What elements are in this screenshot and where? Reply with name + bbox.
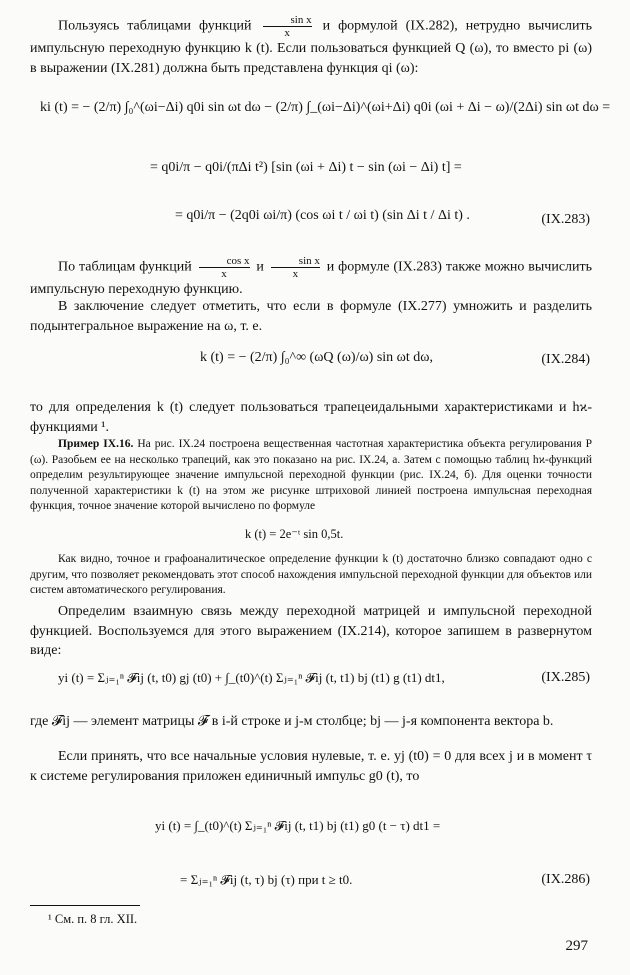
equation-284-number: (IX.284) [541, 352, 590, 367]
footnote: ¹ См. п. 8 гл. XII. [48, 912, 138, 926]
example-text: На рис. IX.24 построена вещественная частотная характеристика объекта регулирования P (ω). Разобьем ее на несколько трапеций, как это показано на рис. IX.24, а. Затем с помощью таблиц hϰ-функций определим результирующее значение импульсной переходной функции (рис. IX.24, б). Для оценки точности полученной характеристики k (t) на этом же рисунке штриховой линией построена импульсная переходная функция, точное значение которой вычислено по формуле [30, 438, 593, 512]
if-paragraph: Если принять, что все начальные условия нулевые, т. е. yj (t0) = 0 для всех j и в момент τ к системе регулирования приложен единичный импульс g0 (t), то [30, 749, 592, 784]
equation-284: k (t) = − (2/π) ∫₀^∞ (ωQ (ω)/ω) sin ωt dω, [200, 350, 434, 365]
intro-paragraph [30, 14, 592, 78]
sinx-over-x-fraction-2: $\frac{\text{sin x}}{x}$ [271, 255, 320, 280]
equation-286-line1: yi (t) = ∫_(t0)^(t) Σⱼ₌₁ⁿ 𝓕ij (t, t1) bj (t1) g0 (t − τ) dt1 = [155, 818, 441, 833]
equation-283-line3: = q0i/π − (2q0i ωi/π) (cos ωi t / ωi t) (sin Δi t / Δi t) . [175, 208, 470, 223]
conclusion-paragraph: В заключение следует отметить, что если в формуле (IX.277) умножить и разделить подынтегральное выражение на ω, т. е. [30, 299, 592, 334]
equation-285-number: (IX.285) [541, 670, 590, 685]
equation-283-number: (IX.283) [541, 212, 590, 227]
example-formula: k (t) = 2e⁻ᵗ sin 0,5t. [245, 527, 344, 541]
intro-text-rest: и формулой (IX.282), нетрудно вычислить импульсную переходную функцию k (t). Если пользоваться функцией Q (ω), то вместо pi (ω) в выражении (IX.281) должна быть представлена функция qi (ω): [30, 18, 593, 76]
sinx-over-x-fraction: $\frac{\text{sin x}}{x}$ [263, 14, 312, 39]
equation-286-line2: = Σⱼ₌₁ⁿ 𝓕ij (t, τ) bj (τ) при t ≥ t0. [180, 872, 353, 887]
example-label: Пример IX.16. [58, 438, 134, 450]
equation-283-line1: ki (t) = − (2/π) ∫₀^(ωi−Δi) q0i sin ωt dω − (2/π) ∫_(ωi−Δi)^(ωi+Δi) q0i (ωi + Δi − ω)/(2Δi) sin ωt dω = [40, 100, 611, 115]
example-block [30, 437, 592, 515]
equation-286-number: (IX.286) [541, 872, 590, 887]
tables-paragraph: По таблицам функций $\frac{\text{cos x}}{x}$ и $\frac{\text{sin x}}{x}$ и формуле (IX.283) также можно вычислить импульсную переходную функцию. [30, 255, 593, 297]
where-paragraph: где 𝓕ij — элемент матрицы 𝓕 в i-й строке и j-м столбце; bj — j-я компонента вектора b. [30, 714, 554, 729]
trapezoid-paragraph: то для определения k (t) следует пользоваться трапецеидальными характеристиками и hϰ-функциями ¹. [30, 400, 592, 435]
example-after: Как видно, точное и графоаналитическое определение функции k (t) достаточно близко совпадают одно с другим, что позволяет рекомендовать этот способ нахождения импульсной переходной функции для объектов или систем автоматического регулирования. [30, 553, 592, 596]
cosx-over-x-fraction: $\frac{\text{cos x}}{x}$ [199, 255, 250, 280]
equation-285: yi (t) = Σⱼ₌₁ⁿ 𝓕ij (t, t0) gj (t0) + ∫_(t0)^(t) Σⱼ₌₁ⁿ 𝓕ij (t, t1) bj (t1) g (t1) dt1, [58, 670, 445, 685]
equation-283-line2: = q0i/π − q0i/(πΔi t²) [sin (ωi + Δi) t − sin (ωi − Δi) t] = [150, 160, 462, 175]
matrix-paragraph: Определим взаимную связь между переходной матрицей и импульсной переходной функцией. Воспользуемся для этого выражением (IX.214), которое запишем в развернутом виде: [30, 604, 592, 658]
footnote-rule [30, 905, 140, 906]
page-number: 297 [565, 938, 588, 954]
intro-text-start: Пользуясь таблицами функций [58, 18, 252, 34]
